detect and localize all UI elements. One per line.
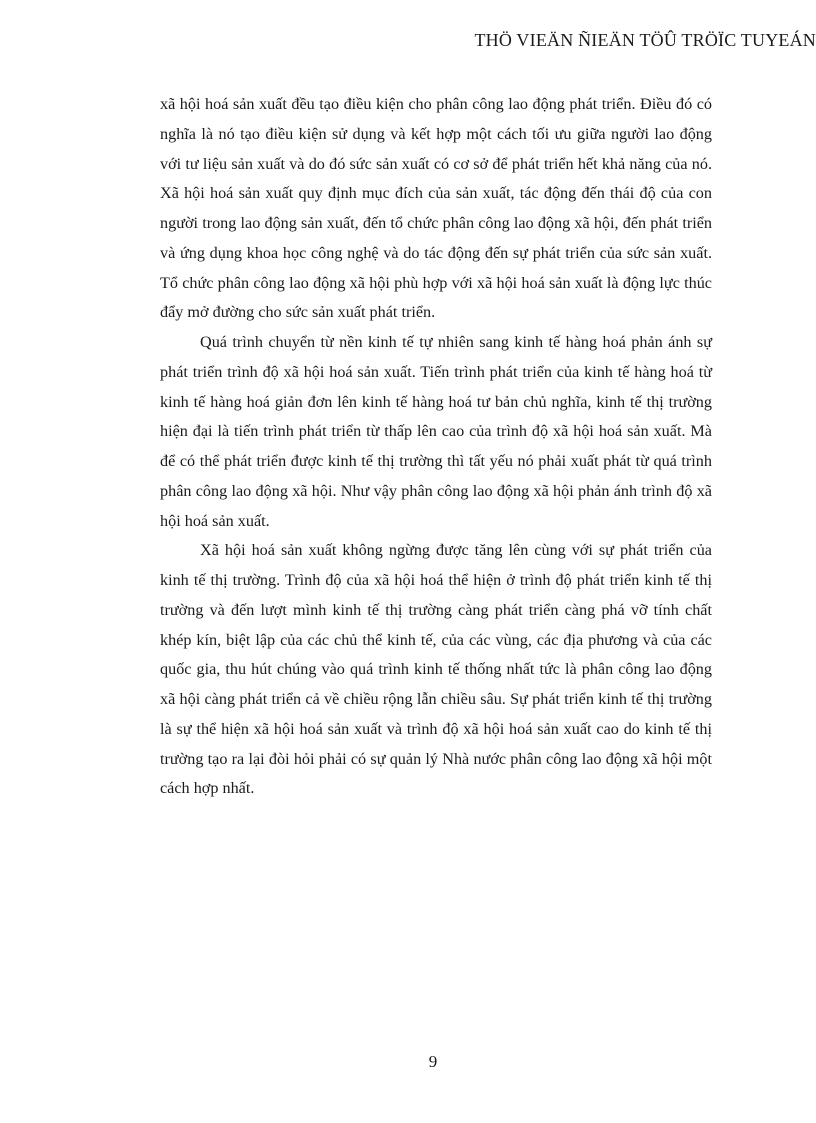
paragraph-3: Xã hội hoá sản xuất không ngừng được tăng lên cùng với sự phát triển của kinh tế thị trường. Trình độ của xã hội hoá thể hiện ở trình độ phát triển kinh tế thị trường và đến lượt mình kinh tế thị trường càng phát triển càng phá vỡ tính chất khép kín, biệt lập của các chủ thể kinh tế, của các vùng, các địa phương và của các quốc gia, thu hút chúng vào quá trình kinh tế thống nhất tức là phân công lao động xã hội càng phát triển cả về chiều rộng lẫn chiều sâu. Sự phát triển kinh tế thị trường là sự thể hiện xã hội hoá sản xuất và trình độ xã hội hoá sản xuất cao do kinh tế thị trường tạo ra lại đòi hỏi phải có sự quản lý Nhà nước phân công lao động xã hội một cách hợp nhất.	[160, 541, 712, 798]
document-body	[160, 90, 712, 804]
paragraph-1: xã hội hoá sản xuất đều tạo điều kiện cho phân công lao động phát triển. Điều đó có nghĩa là nó tạo điều kiện sử dụng và kết hợp một cách tối ưu giữa người lao động với tư liệu sản xuất và do đó sức sản xuất có cơ sở để phát triển hết khả năng của nó. Xã hội hoá sản xuất quy định mục đích của sản xuất, tác động đến thái độ của con người trong lao động sản xuất, đến tổ chức phân công lao động xã hội, đến phát triển và ứng dụng khoa học công nghệ và do tác động đến sự phát triển của sức sản xuất. Tổ chức phân công lao động xã hội phù hợp với xã hội hoá sản xuất là động lực thúc đẩy mở đường cho sức sản xuất phát triển.	[160, 95, 712, 322]
page-number: 9	[428, 1052, 438, 1071]
page-header: THÖ VIEÄN ÑIEÄN TÖÛ TRÖÏC TUYEÁN	[474, 30, 816, 50]
paragraph-2: Quá trình chuyển từ nền kinh tế tự nhiên sang kinh tế hàng hoá phản ánh sự phát triển trình độ xã hội hoá sản xuất. Tiến trình phát triển của kinh tế hàng hoá từ kinh tế hàng hoá giản đơn lên kinh tế hàng hoá tư bản chủ nghĩa, kinh tế thị trường hiện đại là tiến trình phát triển từ thấp lên cao của trình độ xã hội hoá sản xuất. Mà để có thể phát triển được kinh tế thị trường thì tất yếu nó phải xuất phát từ quá trình phân công lao động xã hội. Như vậy phân công lao động xã hội phản ánh trình độ xã hội hoá sản xuất.	[160, 333, 712, 530]
